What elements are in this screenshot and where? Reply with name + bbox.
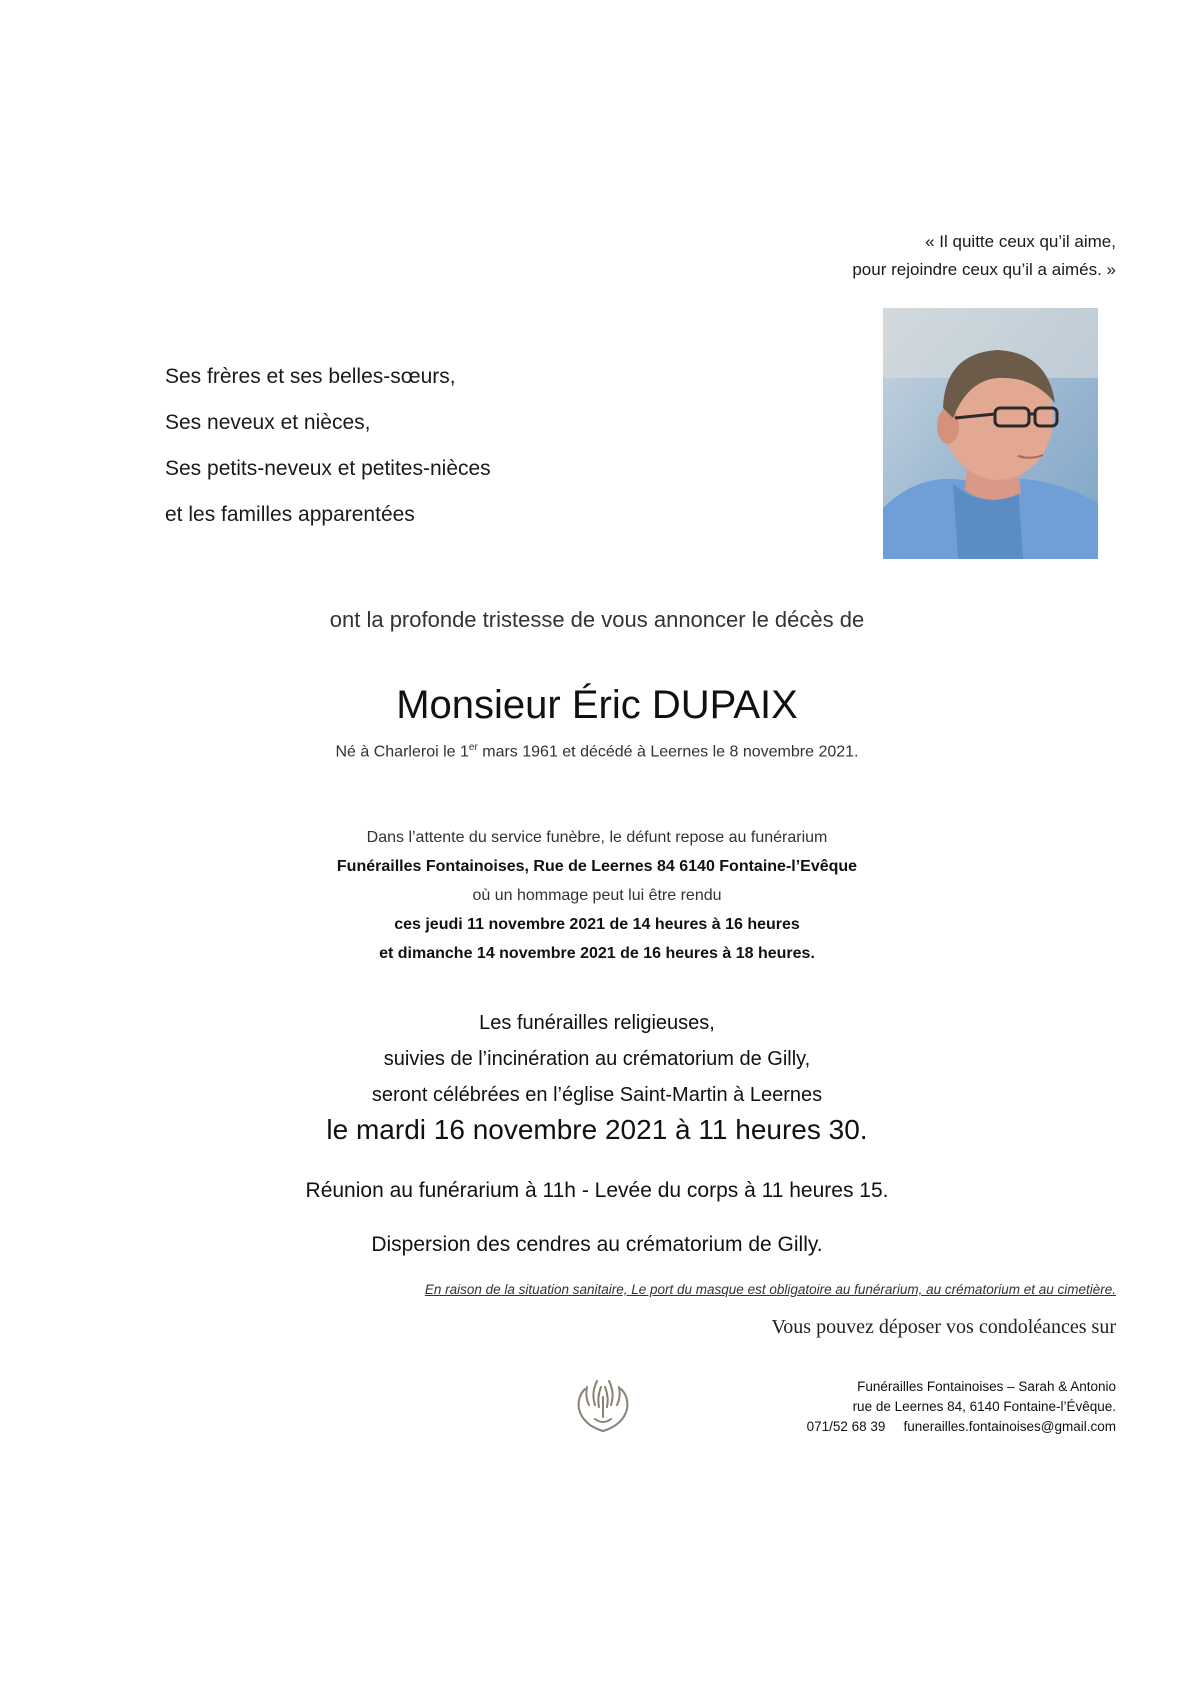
- visitation-time-2: et dimanche 14 novembre 2021 de 16 heures à 18 heures.: [379, 945, 815, 962]
- visitation-info: [0, 823, 1194, 968]
- visitation-line-1: Dans l’attente du service funèbre, le défunt repose au funérarium: [366, 829, 828, 846]
- family-line-4: et les familles apparentées: [165, 503, 415, 526]
- reunion-info: Réunion au funérarium à 11h - Levée du corps à 11 heures 15.: [305, 1179, 889, 1202]
- birth-suffix: mars 1961 et décédé à Leernes le 8 novembre 2021.: [477, 743, 859, 761]
- family-line-1: Ses frères et ses belles-sœurs,: [165, 365, 456, 388]
- visitation-line-3: où un hommage peut lui être rendu: [472, 887, 722, 904]
- quote-line-1: « Il quitte ceux qu’il aime,: [925, 232, 1116, 251]
- family-line-3: Ses petits-neveux et petites-nièces: [165, 457, 491, 480]
- family-list: [165, 354, 491, 538]
- birth-ordinal: er: [468, 742, 478, 753]
- deceased-name: Monsieur Éric DUPAIX: [396, 683, 798, 727]
- visitation-location: Funérailles Fontainoises, Rue de Leernes 84 6140 Fontaine-l’Evêque: [336, 858, 858, 875]
- dispersion-info: Dispersion des cendres au crématorium de Gilly.: [371, 1233, 823, 1256]
- portrait-photo: [883, 308, 1098, 559]
- family-line-2: Ses neveux et nièces,: [165, 411, 371, 434]
- sanitary-notice: En raison de la situation sanitaire, Le port du masque est obligatoire au funérarium, au crématorium et au cimetière.: [424, 1282, 1116, 1297]
- funeral-line-1: Les funérailles religieuses,: [479, 1012, 715, 1034]
- company-name: Funérailles Fontainoises – Sarah & Antonio: [857, 1379, 1116, 1394]
- condolences-text: Vous pouvez déposer vos condoléances sur: [771, 1316, 1116, 1338]
- phoenix-logo-icon: [569, 1375, 637, 1435]
- announcement: ont la profonde tristesse de vous annoncer le décès de: [329, 607, 865, 632]
- quote-line-2: pour rejoindre ceux qu’il a aimés. »: [852, 260, 1116, 279]
- portrait-illustration: [883, 308, 1098, 559]
- funeral-line-3: seront célébrées en l’église Saint-Martin à Leernes: [371, 1084, 823, 1106]
- company-address: rue de Leernes 84, 6140 Fontaine-l’Évêque.: [852, 1399, 1116, 1414]
- birth-death-dates: [0, 742, 1194, 761]
- phone-number: 071/52 68 39: [806, 1419, 886, 1434]
- epitaph-quote: [852, 228, 1116, 284]
- email-address: funerailles.fontainoises@gmail.com: [903, 1419, 1116, 1434]
- birth-prefix: Né à Charleroi le 1: [335, 743, 469, 761]
- funeral-home-contact: [807, 1377, 1116, 1437]
- visitation-time-1: ces jeudi 11 novembre 2021 de 14 heures à 16 heures: [394, 916, 800, 933]
- funeral-line-2: suivies de l’incinération au crématorium de Gilly,: [383, 1048, 811, 1070]
- funeral-info: [0, 1005, 1194, 1113]
- contact-line: [807, 1417, 1116, 1437]
- funeral-date: le mardi 16 novembre 2021 à 11 heures 30.: [326, 1114, 868, 1145]
